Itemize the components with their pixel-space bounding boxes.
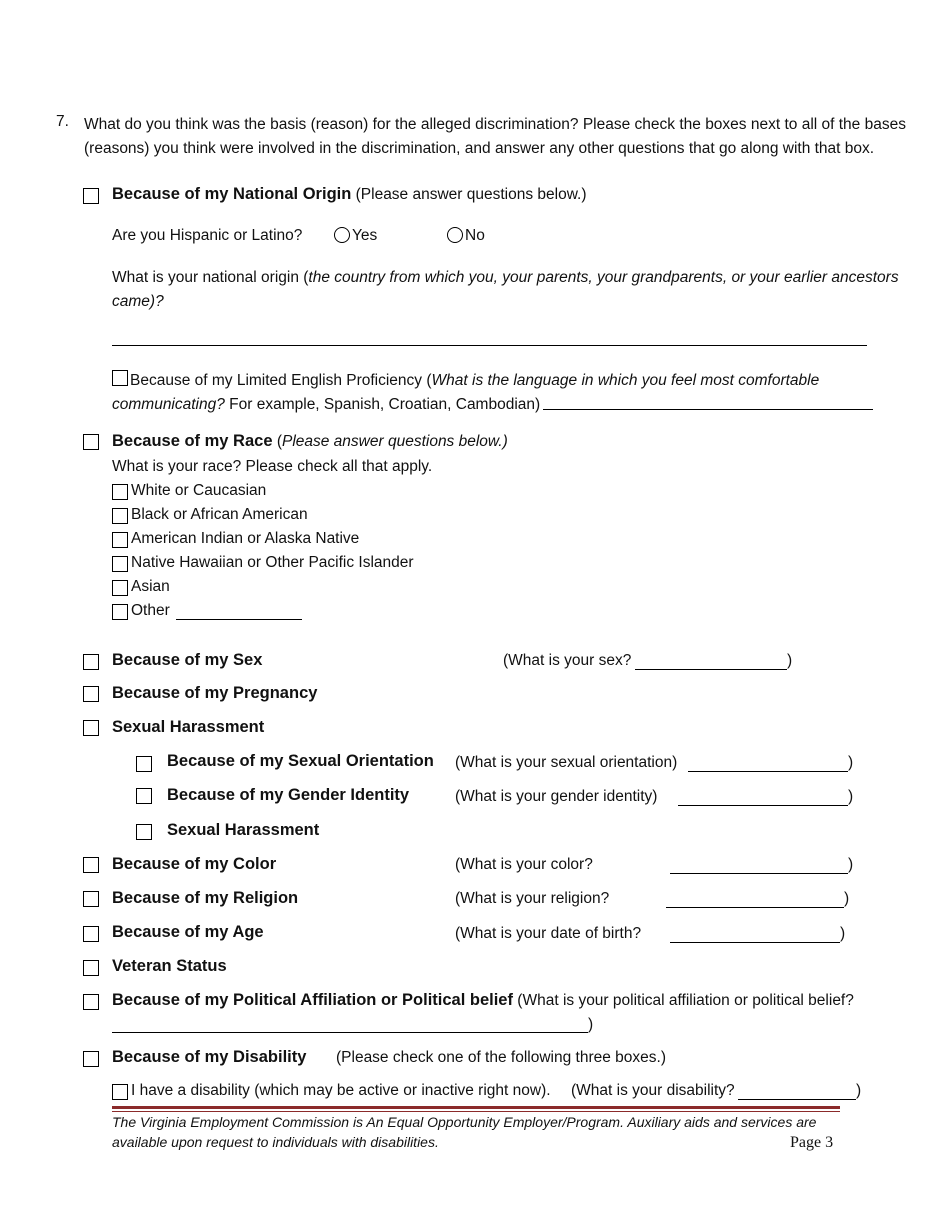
religion-checkbox[interactable] xyxy=(83,891,99,907)
religion-close: ) xyxy=(844,890,850,907)
sex-answer-line[interactable] xyxy=(635,669,787,670)
race-american-indian-label: American Indian or Alaska Native xyxy=(131,530,360,547)
disability-answer-line[interactable] xyxy=(738,1099,856,1100)
race-question: What is your race? Please check all that apply. xyxy=(112,458,433,475)
orientation-answer-line[interactable] xyxy=(688,771,848,772)
orientation-close: ) xyxy=(848,754,854,771)
sex-checkbox[interactable] xyxy=(83,654,99,670)
disability-label: Because of my Disability xyxy=(112,1048,307,1066)
sex-label: Because of my Sex xyxy=(112,651,263,669)
pregnancy-checkbox[interactable] xyxy=(83,686,99,702)
age-label: Because of my Age xyxy=(112,923,264,941)
veteran-label: Veteran Status xyxy=(112,957,227,975)
national-origin-label: Because of my National Origin xyxy=(112,185,352,203)
color-question: (What is your color? xyxy=(455,856,593,873)
color-close: ) xyxy=(848,856,854,873)
national-origin-note: (Please answer questions below.) xyxy=(355,186,587,203)
footer-line1: The Virginia Employment Commission is An Equal Opportunity Employer/Program. Auxiliary aids and services are xyxy=(112,1114,817,1130)
hispanic-yes-option[interactable] xyxy=(334,227,377,245)
race-hawaiian-label: Native Hawaiian or Other Pacific Islander xyxy=(131,554,414,571)
race-other-checkbox[interactable] xyxy=(112,604,128,620)
orientation-checkbox[interactable] xyxy=(136,756,152,772)
race-label: Because of my Race xyxy=(112,432,273,450)
hispanic-yes-label: Yes xyxy=(352,227,378,244)
gender-identity-checkbox[interactable] xyxy=(136,788,152,804)
disability-option1-checkbox[interactable] xyxy=(112,1084,128,1100)
race-heading xyxy=(112,432,508,451)
race-note: Please answer questions below.) xyxy=(281,433,508,450)
political-checkbox[interactable] xyxy=(83,994,99,1010)
disability-close: ) xyxy=(856,1082,862,1099)
race-asian-label: Asian xyxy=(131,578,170,595)
footer-line2: available upon request to individuals with disabilities. xyxy=(112,1134,439,1150)
political-heading xyxy=(112,991,854,1010)
age-answer-line[interactable] xyxy=(670,942,840,943)
origin-question-prefix: What is your national origin ( xyxy=(112,269,309,286)
gender-identity-close: ) xyxy=(848,788,854,805)
harassment-label: Sexual Harassment xyxy=(112,718,265,736)
race-black-checkbox[interactable] xyxy=(112,508,128,524)
race-note-open: ( xyxy=(276,433,282,450)
religion-label: Because of my Religion xyxy=(112,889,299,907)
hispanic-question: Are you Hispanic or Latino? xyxy=(112,227,303,244)
sub-harassment-label: Sexual Harassment xyxy=(167,821,320,839)
race-white-checkbox[interactable] xyxy=(112,484,128,500)
national-origin-question xyxy=(112,266,922,314)
pregnancy-label: Because of my Pregnancy xyxy=(112,684,318,702)
sub-harassment-checkbox[interactable] xyxy=(136,824,152,840)
national-origin-answer-line[interactable] xyxy=(112,345,867,346)
gender-identity-question: (What is your gender identity) xyxy=(455,788,658,805)
religion-answer-line[interactable] xyxy=(666,907,844,908)
color-label: Because of my Color xyxy=(112,855,277,873)
lep-italic: What is the language in which you feel most comfortable communicating? xyxy=(112,372,820,413)
hispanic-yes-radio[interactable] xyxy=(334,227,350,243)
religion-question: (What is your religion? xyxy=(455,890,610,907)
harassment-checkbox[interactable] xyxy=(83,720,99,736)
color-checkbox[interactable] xyxy=(83,857,99,873)
page-number: Page 3 xyxy=(790,1134,834,1151)
disability-checkbox[interactable] xyxy=(83,1051,99,1067)
footer-rule-thin xyxy=(112,1111,840,1112)
lep-answer-line[interactable] xyxy=(543,409,873,410)
orientation-label: Because of my Sexual Orientation xyxy=(167,752,434,770)
race-black-label: Black or African American xyxy=(131,506,308,523)
political-question: (What is your political affiliation or political belief? xyxy=(517,992,854,1009)
hispanic-no-label: No xyxy=(465,227,485,244)
political-answer-line[interactable] xyxy=(112,1032,588,1033)
political-label: Because of my Political Affiliation or Political belief xyxy=(112,991,513,1009)
gender-identity-answer-line[interactable] xyxy=(678,805,848,806)
age-question: (What is your date of birth? xyxy=(455,925,642,942)
gender-identity-label: Because of my Gender Identity xyxy=(167,786,410,804)
race-hawaiian-checkbox[interactable] xyxy=(112,556,128,572)
question-number: 7. xyxy=(56,113,69,130)
orientation-question: (What is your sexual orientation) xyxy=(455,754,678,771)
disability-note: (Please check one of the following three boxes.) xyxy=(336,1049,666,1066)
veteran-checkbox[interactable] xyxy=(83,960,99,976)
disability-option1-label: I have a disability (which may be active or inactive right now). xyxy=(131,1082,551,1099)
race-american-indian-checkbox[interactable] xyxy=(112,532,128,548)
origin-question-italic: the country from which you, your parents, your grandparents, or your earlier ancestors came)? xyxy=(112,269,899,310)
disability-option1-question: (What is your disability? xyxy=(571,1082,735,1099)
question-text: What do you think was the basis (reason) for the alleged discrimination? Please check the boxes next to all of the bases (reasons) you think were involved in the discrimination, and answer any other questions that go along with that box. xyxy=(84,116,906,157)
footer-rule-thick xyxy=(112,1106,840,1109)
national-origin-heading xyxy=(112,185,587,204)
race-checkbox[interactable] xyxy=(83,434,99,450)
sex-close: ) xyxy=(787,652,793,669)
hispanic-no-radio[interactable] xyxy=(447,227,463,243)
hispanic-no-option[interactable] xyxy=(447,227,485,245)
political-close: ) xyxy=(588,1016,594,1033)
lep-prefix: Because of my Limited English Proficiency ( xyxy=(130,372,432,389)
race-other-answer-line[interactable] xyxy=(176,619,302,620)
age-close: ) xyxy=(840,925,846,942)
lep-suffix: For example, Spanish, Croatian, Cambodian) xyxy=(224,396,541,413)
color-answer-line[interactable] xyxy=(670,873,848,874)
sex-question: (What is your sex? xyxy=(503,652,632,669)
race-other-label: Other xyxy=(131,602,170,619)
national-origin-checkbox[interactable] xyxy=(83,188,99,204)
race-white-label: White or Caucasian xyxy=(131,482,267,499)
age-checkbox[interactable] xyxy=(83,926,99,942)
race-asian-checkbox[interactable] xyxy=(112,580,128,596)
